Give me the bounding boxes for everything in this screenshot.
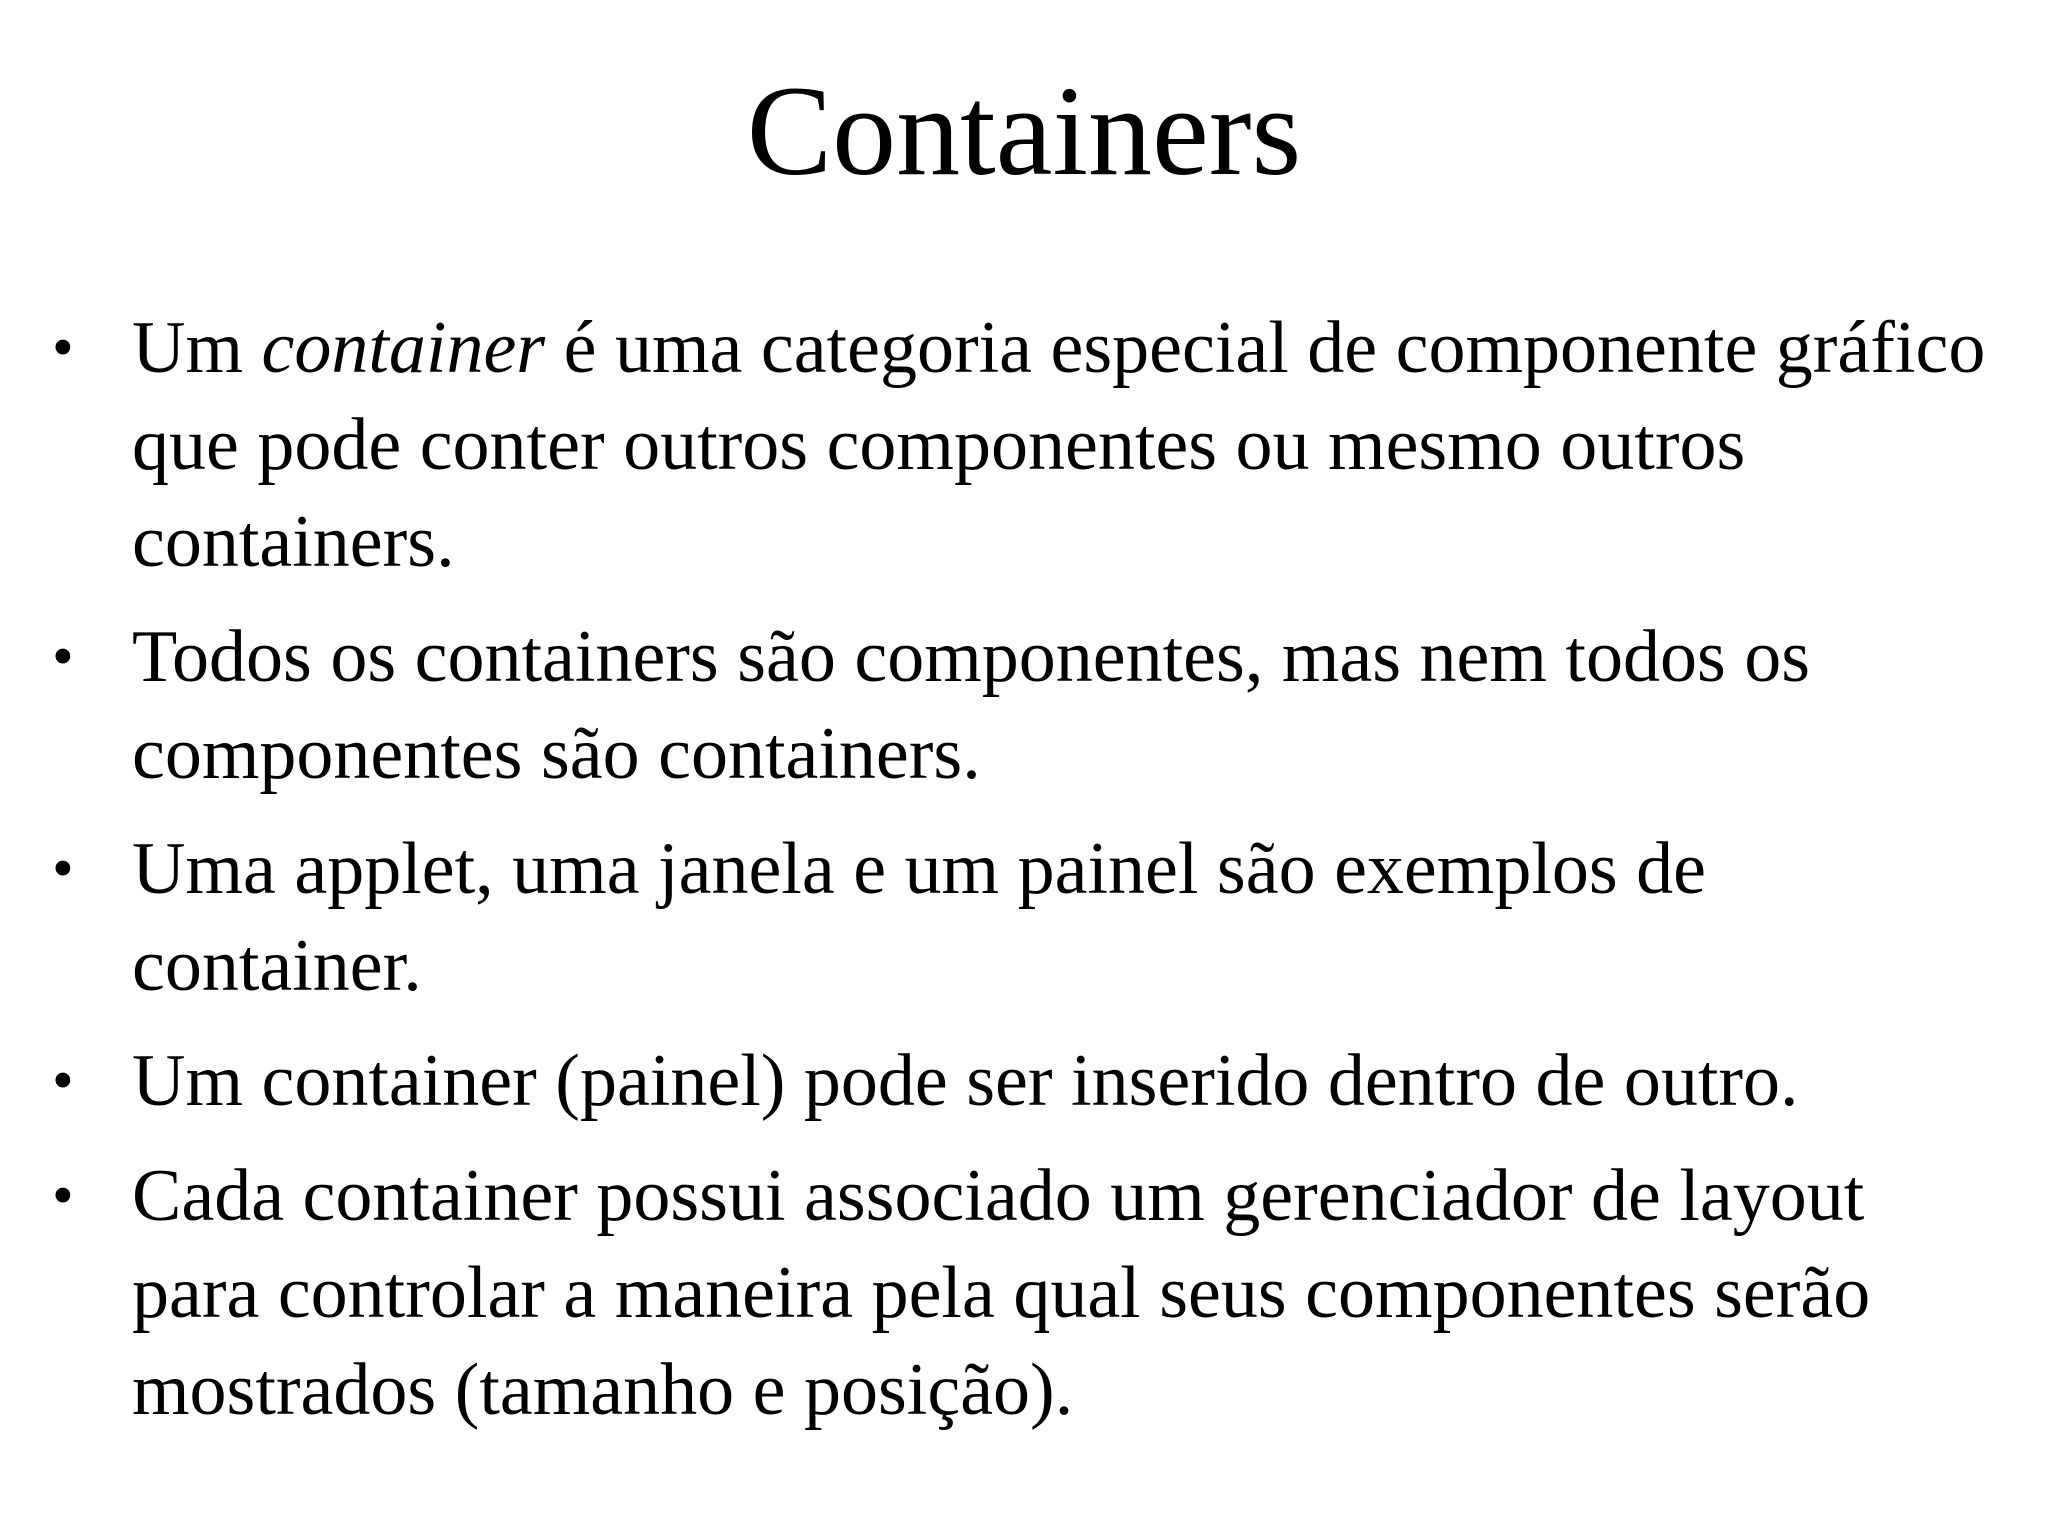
bullet-text: Todos os containers são componentes, mas nem todos os componentes são containers.: [132, 616, 1811, 795]
bullet-icon: •: [52, 623, 74, 691]
bullet-icon: •: [52, 1047, 74, 1115]
bullet-icon: •: [52, 314, 74, 382]
slide-title: Containers: [746, 60, 1302, 202]
bullet-list: [0, 300, 2048, 1457]
bullet-item-5: [0, 1148, 2048, 1439]
bullet-text-post: é uma categoria especial de componente gráfico que pode conter outros componentes ou mesmo outros containers.: [132, 307, 1986, 583]
bullet-text: Uma applet, uma janela e um painel são exemplos de container.: [132, 828, 1707, 1007]
bullet-item-3: [0, 821, 2048, 1015]
bullet-text-emphasis: container: [261, 307, 546, 389]
bullet-text: Cada container possui associado um gerenciador de layout para controlar a maneira pela qual seus componentes serão mostrados (tamanho e posição).: [132, 1155, 1871, 1431]
bullet-item-1: [0, 300, 2048, 591]
bullet-icon: •: [52, 1162, 74, 1230]
bullet-text-pre: Um: [132, 307, 262, 389]
bullet-icon: •: [52, 835, 74, 903]
bullet-text: Um container (painel) pode ser inserido dentro de outro.: [132, 1040, 1799, 1122]
bullet-item-4: [0, 1033, 2048, 1130]
bullet-item-2: [0, 609, 2048, 803]
